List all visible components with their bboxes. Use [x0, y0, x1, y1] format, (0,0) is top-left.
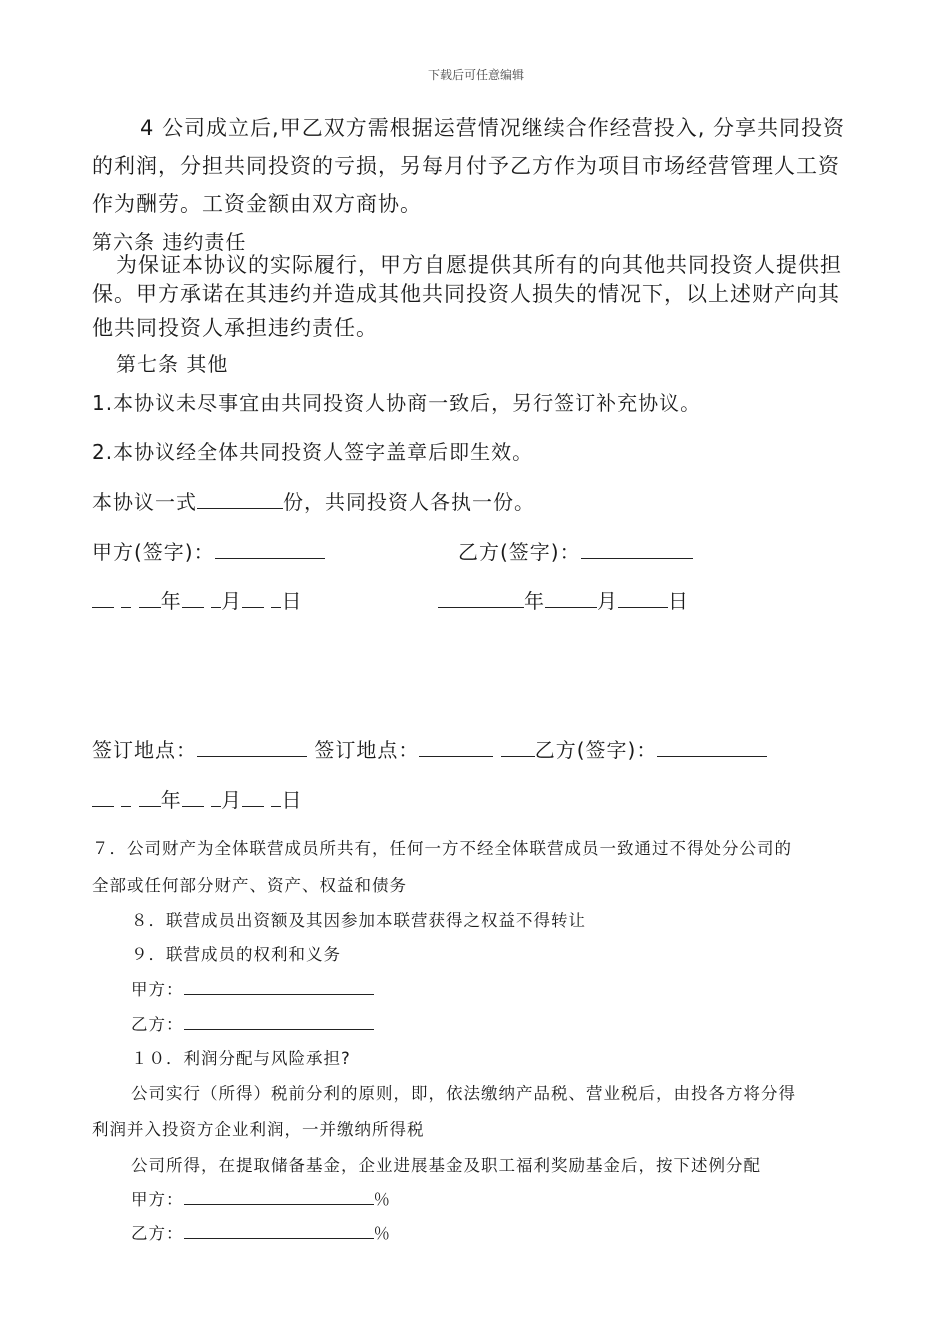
party-a-rights-line: [131, 976, 374, 1000]
party-b-signature-blank[interactable]: [581, 538, 693, 559]
year-blank-a1[interactable]: [92, 587, 114, 608]
party-a-percent-line: [131, 1186, 391, 1210]
month-label-b: 月: [597, 589, 618, 613]
party-b-percent-blank[interactable]: [184, 1221, 374, 1239]
article-6-title: 第六条 违约责任: [92, 230, 247, 254]
article-7-title: 第七条 其他: [116, 352, 229, 376]
year-label-c: 年: [160, 788, 182, 812]
month-label: 月: [221, 589, 243, 613]
day-label-b: 日: [668, 589, 689, 613]
article-7-item1: 1.本协议未尽事宜由共同投资人协商一致后，另行签订补充协议。: [92, 391, 702, 415]
clause-9: ９．联营成员的权利和义务: [131, 945, 341, 964]
place-blank-2b[interactable]: [501, 736, 535, 757]
day-blank-c1[interactable]: [242, 786, 264, 807]
page-header: 下载后可任意编辑: [428, 68, 525, 82]
place-label-1: 签订地点：: [92, 738, 197, 762]
day-blank-b[interactable]: [618, 587, 668, 608]
year-blank-c2[interactable]: [121, 786, 131, 807]
clause-7-line2: 全部或任何部分财产、资产、权益和债务: [92, 876, 407, 895]
party-b-label: 乙方(签字)：: [458, 540, 581, 564]
year-blank-a3[interactable]: [139, 587, 161, 608]
tax-line1: 公司实行（所得）税前分利的原则，即，依法缴纳产品税、营业税后，由投各方将分得: [131, 1084, 796, 1103]
year-blank-a2[interactable]: [121, 587, 131, 608]
percent-sign-a: ％: [373, 1190, 391, 1209]
party-b-rights-line: [131, 1011, 374, 1035]
year-label-b: 年: [524, 589, 545, 613]
clause-10: １０．利润分配与风险承担?: [131, 1049, 351, 1068]
party-a-rights-blank[interactable]: [184, 977, 374, 995]
month-label-c: 月: [221, 788, 243, 812]
party-a-label-2: 甲方：: [131, 980, 184, 999]
party-a-signature-line: [92, 536, 325, 565]
article-6-line3: 他共同投资人承担违约责任。: [92, 316, 378, 340]
party-a-label-3: 甲方：: [131, 1190, 184, 1209]
day-label: 日: [281, 589, 303, 613]
year-label: 年: [160, 589, 182, 613]
para-4-line2: 的利润，分担共同投资的亏损，另每月付予乙方作为项目市场经营管理人工资: [92, 154, 840, 178]
article-7-item2: 2.本协议经全体共同投资人签字盖章后即生效。: [92, 440, 534, 464]
party-b-rights-blank[interactable]: [184, 1012, 374, 1030]
copies-prefix: 本协议一式: [92, 490, 197, 514]
month-blank-a2[interactable]: [211, 587, 221, 608]
percent-sign-b: ％: [373, 1224, 391, 1243]
place-blank-1[interactable]: [197, 736, 307, 757]
day-blank-a2[interactable]: [271, 587, 281, 608]
day-blank-a1[interactable]: [242, 587, 264, 608]
para-4-line1: 4 公司成立后,甲乙双方需根据运营情况继续合作经营投入, 分享共同投资: [140, 116, 846, 140]
month-blank-a1[interactable]: [182, 587, 204, 608]
article-6-line1: 为保证本协议的实际履行，甲方自愿提供其所有的向其他共同投资人提供担: [116, 253, 842, 277]
date-line-b: [438, 585, 689, 614]
copies-suffix: 份，共同投资人各执一份。: [283, 490, 535, 514]
year-blank-c3[interactable]: [139, 786, 161, 807]
place-blank-2a[interactable]: [419, 736, 493, 757]
clause-7-line1: ７．公司财产为全体联营成员所共有，任何一方不经全体联营成员一致通过不得处分公司的: [92, 839, 792, 858]
copies-line: [92, 486, 535, 515]
party-a-signature-blank[interactable]: [215, 538, 325, 559]
date-line-c: [92, 784, 302, 813]
place-label-2: 签订地点：: [314, 738, 420, 762]
party-a-label: 甲方(签字)：: [92, 540, 215, 564]
year-blank-b[interactable]: [438, 587, 524, 608]
party-b-label-3: 乙方：: [131, 1015, 184, 1034]
month-blank-c2[interactable]: [211, 786, 221, 807]
party-b-label-2: 乙方(签字)：: [534, 738, 658, 762]
day-label-c: 日: [281, 788, 303, 812]
party-b-label-4: 乙方：: [131, 1224, 184, 1243]
month-blank-b[interactable]: [545, 587, 597, 608]
clause-8: ８．联营成员出资额及其因参加本联营获得之权益不得转让: [131, 911, 586, 930]
day-blank-c2[interactable]: [271, 786, 281, 807]
party-a-percent-blank[interactable]: [184, 1187, 374, 1205]
tax-line2: 利润并入投资方企业利润，一并缴纳所得税: [92, 1120, 425, 1139]
year-blank-c1[interactable]: [92, 786, 114, 807]
place-signature-line: [92, 734, 767, 763]
party-b-signature-blank-2[interactable]: [657, 736, 767, 757]
date-line-a: [92, 585, 302, 614]
party-b-percent-line: [131, 1220, 391, 1244]
month-blank-c1[interactable]: [182, 786, 204, 807]
copies-blank[interactable]: [197, 488, 283, 509]
para-4-line3: 作为酬劳。工资金额由双方商协。: [92, 192, 422, 216]
party-b-signature-line: [458, 536, 693, 565]
article-6-line2: 保。甲方承诺在其违约并造成其他共同投资人损失的情况下，以上述财产向其: [92, 282, 840, 306]
distribution-line: 公司所得，在提取储备基金，企业进展基金及职工福利奖励基金后，按下述例分配: [131, 1156, 761, 1175]
